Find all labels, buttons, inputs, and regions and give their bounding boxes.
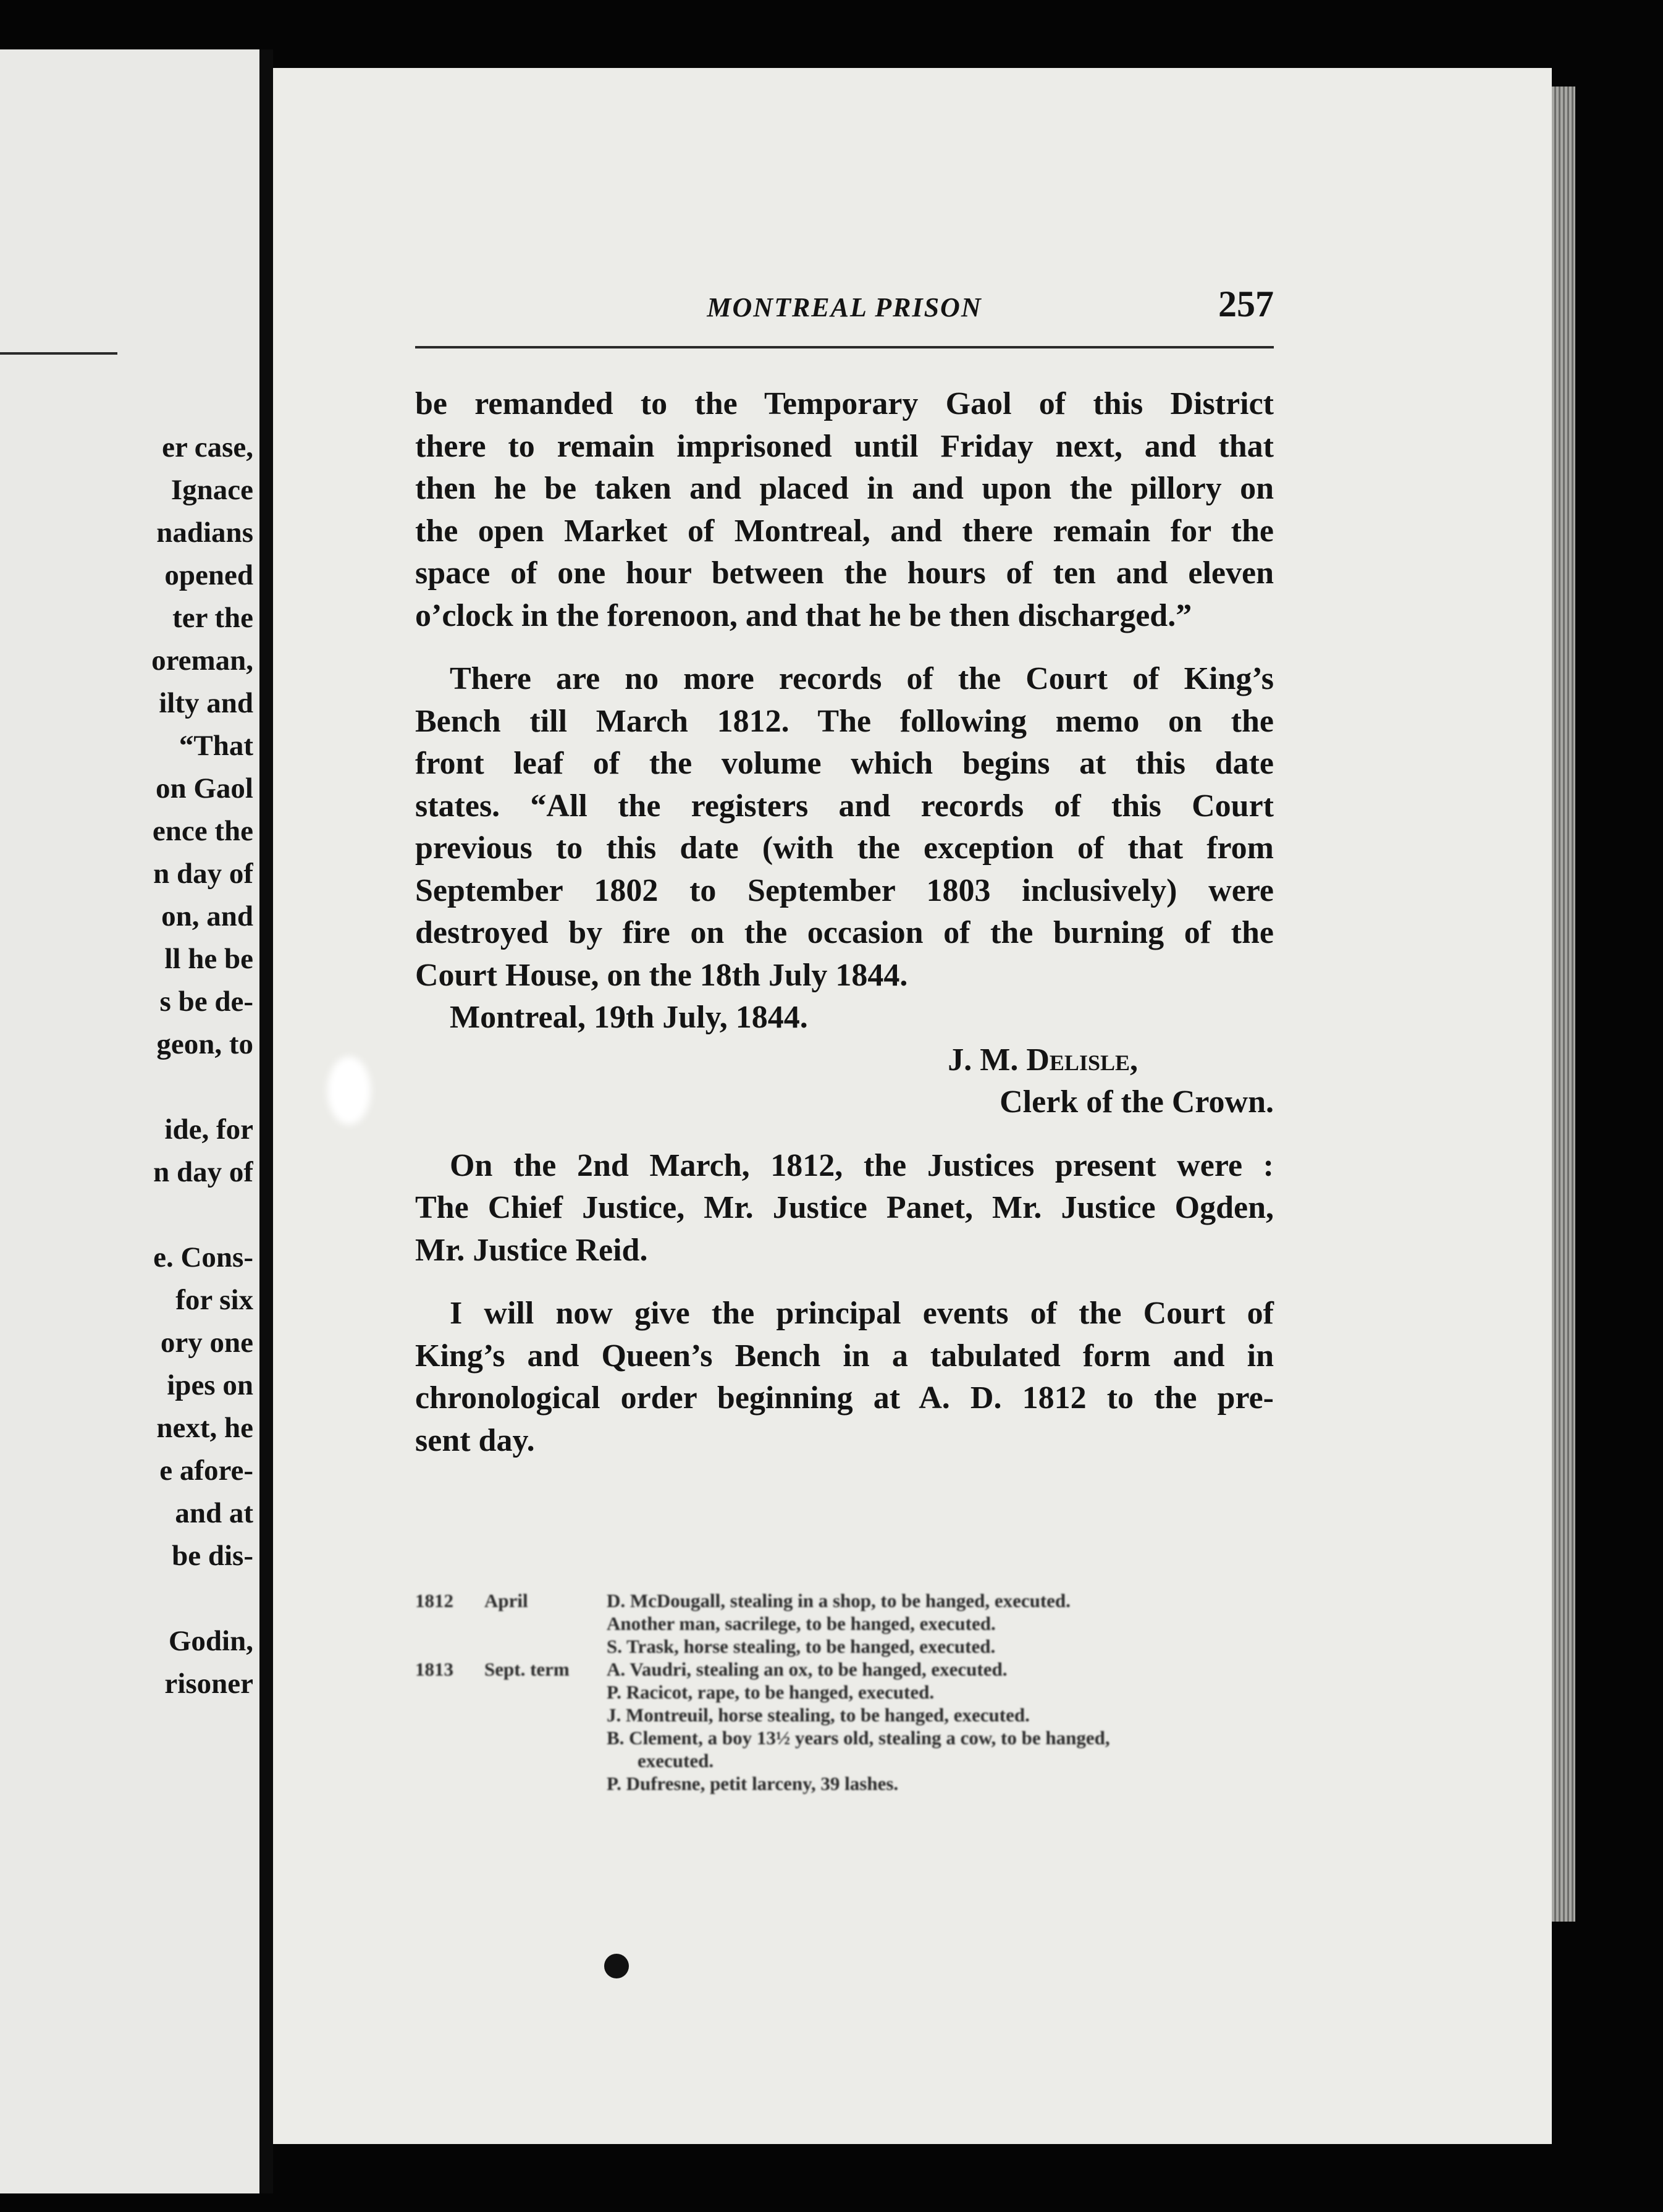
event-year bbox=[415, 1635, 484, 1658]
left-text-line: ter the bbox=[172, 602, 253, 634]
event-text: P. Racicot, rape, to be hanged, executed. bbox=[607, 1681, 935, 1703]
book-gutter bbox=[259, 49, 273, 2193]
left-page bbox=[0, 49, 259, 2193]
left-text-line: and at bbox=[175, 1497, 253, 1529]
running-head: MONTREAL PRISON bbox=[707, 292, 982, 323]
event-term: Sept. term bbox=[484, 1658, 570, 1680]
left-text-line: oreman, bbox=[151, 644, 253, 677]
text-line: be remanded to the Temporary Gaol of this District bbox=[415, 386, 1274, 421]
event-year: 1812 bbox=[415, 1590, 453, 1611]
event-row bbox=[415, 1772, 1280, 1795]
event-term bbox=[484, 1612, 607, 1635]
event-text: J. Montreuil, horse stealing, to be hanged, executed. bbox=[607, 1704, 1030, 1726]
left-text-line bbox=[0, 1194, 253, 1236]
text-line: There are no more records of the Court of King’s bbox=[450, 661, 1274, 696]
ink-dot bbox=[604, 1954, 629, 1978]
left-text-line bbox=[0, 1066, 253, 1108]
left-text-line: er case, bbox=[162, 431, 253, 463]
event-term bbox=[484, 1772, 607, 1795]
event-year bbox=[415, 1726, 484, 1749]
event-term: April bbox=[484, 1590, 528, 1611]
event-year bbox=[415, 1681, 484, 1703]
event-text: Another man, sacrilege, to be hanged, executed. bbox=[607, 1613, 996, 1634]
left-text-line: ilty and bbox=[159, 687, 253, 719]
text-line: Court House, on the 18th July 1844. bbox=[415, 957, 908, 993]
left-text-line: geon, to bbox=[156, 1028, 253, 1060]
left-page-text bbox=[0, 426, 253, 1705]
event-text: D. McDougall, stealing in a shop, to be hanged, executed. bbox=[607, 1590, 1071, 1611]
text-line: sent day. bbox=[415, 1422, 535, 1458]
paragraph-sentence-end bbox=[415, 383, 1274, 637]
left-text-line: s be de- bbox=[159, 986, 253, 1018]
left-text-line bbox=[0, 1577, 253, 1620]
left-text-line: ll he be bbox=[164, 943, 253, 975]
event-term bbox=[484, 1726, 607, 1749]
text-line: previous to this date (with the exception of that from bbox=[415, 830, 1274, 866]
left-text-line: on Gaol bbox=[155, 772, 253, 804]
text-line: then he be taken and placed in and upon the pillory on bbox=[415, 471, 1274, 506]
left-text-line: n day of bbox=[153, 858, 253, 890]
signature-title: Clerk of the Crown. bbox=[1000, 1084, 1274, 1120]
text-line: states. “All the registers and records of this Court bbox=[415, 788, 1274, 824]
text-line: front leaf of the volume which begins at this date bbox=[415, 746, 1274, 781]
left-text-line: ide, for bbox=[164, 1113, 253, 1146]
text-line: o’clock in the forenoon, and that he be then discharged.” bbox=[415, 597, 1192, 633]
signature-block bbox=[415, 997, 1274, 1124]
event-row bbox=[415, 1658, 1280, 1681]
left-header-rule bbox=[0, 352, 117, 355]
event-row bbox=[415, 1635, 1280, 1658]
event-text: S. Trask, horse stealing, to be hanged, executed. bbox=[607, 1636, 996, 1657]
page-edge-stack bbox=[1552, 87, 1575, 1922]
left-text-line: “That bbox=[179, 730, 253, 762]
right-page bbox=[273, 68, 1552, 2144]
event-continuation: executed. bbox=[638, 1750, 714, 1771]
text-line: Mr. Justice Reid. bbox=[415, 1232, 648, 1268]
event-term bbox=[484, 1635, 607, 1658]
text-line: space of one hour between the hours of ten and eleven bbox=[415, 555, 1274, 591]
text-line: September 1802 to September 1803 inclusively) were bbox=[415, 872, 1274, 908]
left-text-line: Ignace bbox=[171, 474, 253, 506]
event-text: A. Vaudri, stealing an ox, to be hanged, executed. bbox=[607, 1658, 1008, 1680]
paragraph-intro-table bbox=[415, 1293, 1274, 1462]
left-text-line: e afore- bbox=[159, 1454, 253, 1487]
text-line: destroyed by fire on the occasion of the burning of the bbox=[415, 915, 1274, 950]
text-line: King’s and Queen’s Bench in a tabulated form and in bbox=[415, 1338, 1274, 1374]
event-year bbox=[415, 1703, 484, 1726]
event-term bbox=[484, 1681, 607, 1703]
event-row bbox=[415, 1612, 1280, 1635]
light-blot bbox=[327, 1057, 371, 1125]
event-row bbox=[415, 1589, 1280, 1612]
left-text-line: ory one bbox=[160, 1327, 253, 1359]
dateline: Montreal, 19th July, 1844. bbox=[450, 1000, 808, 1035]
body-text bbox=[415, 383, 1274, 1487]
event-row bbox=[415, 1726, 1280, 1749]
paragraph-records-memo bbox=[415, 658, 1274, 997]
left-text-line: ipes on bbox=[167, 1369, 253, 1401]
event-text: B. Clement, a boy 13½ years old, stealing a cow, to be hanged, bbox=[607, 1727, 1110, 1749]
page-number: 257 bbox=[1218, 284, 1274, 324]
left-text-line: ence the bbox=[152, 815, 253, 847]
event-text: P. Dufresne, petit larceny, 39 lashes. bbox=[607, 1773, 899, 1794]
event-year bbox=[415, 1612, 484, 1635]
event-row bbox=[415, 1703, 1280, 1726]
left-text-line: next, he bbox=[156, 1412, 253, 1444]
text-line: I will now give the principal events of the Court of bbox=[450, 1296, 1274, 1331]
text-line: there to remain imprisoned until Friday next, and that bbox=[415, 428, 1274, 464]
left-text-line: nadians bbox=[156, 517, 253, 549]
text-line: chronological order beginning at A. D. 1812 to the pre- bbox=[415, 1380, 1274, 1416]
event-year: 1813 bbox=[415, 1658, 453, 1680]
text-line: Bench till March 1812. The following memo on the bbox=[415, 703, 1274, 739]
paragraph-justices bbox=[415, 1145, 1274, 1272]
left-text-line: be dis- bbox=[172, 1540, 253, 1572]
left-text-line: e. Cons- bbox=[153, 1241, 253, 1273]
event-row bbox=[415, 1681, 1280, 1703]
left-text-line: risoner bbox=[164, 1668, 253, 1700]
left-text-line: for six bbox=[175, 1284, 253, 1316]
event-term bbox=[484, 1703, 607, 1726]
page-header bbox=[415, 285, 1274, 329]
left-text-line: on, and bbox=[161, 900, 253, 932]
signature-name: J. M. Delisle, bbox=[948, 1042, 1138, 1078]
left-text-line: n day of bbox=[153, 1156, 253, 1188]
event-year bbox=[415, 1772, 484, 1795]
text-line: the open Market of Montreal, and there remain for the bbox=[415, 513, 1274, 549]
text-line: On the 2nd March, 1812, the Justices present were : bbox=[450, 1147, 1274, 1183]
left-text-line: opened bbox=[164, 559, 253, 591]
text-line: The Chief Justice, Mr. Justice Panet, Mr. Justice Ogden, bbox=[415, 1190, 1274, 1225]
header-rule bbox=[415, 346, 1274, 348]
events-table bbox=[415, 1589, 1280, 1795]
left-text-line: Godin, bbox=[168, 1625, 253, 1657]
